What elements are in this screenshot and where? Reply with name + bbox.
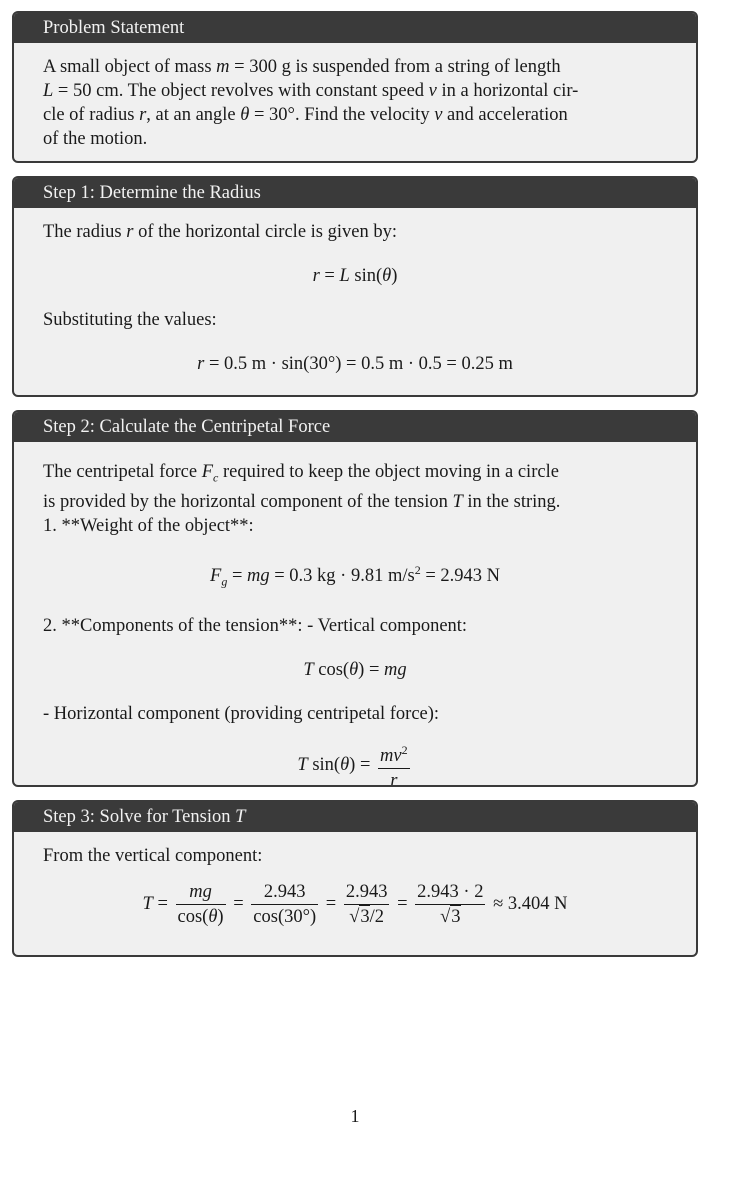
problem-line-4: of the motion. xyxy=(43,129,148,149)
fraction-mg-cos: $\frac{mg}{\cos(\theta)}$ xyxy=(177,882,224,927)
problem-line-3: cle of radius r, at an angle θ = 30°. Find the velocity v and acceleration xyxy=(43,105,568,125)
step1-title: Step 1: Determine the Radius xyxy=(14,178,696,208)
step3-equation-tension: T = $\frac{mg}{\cos(\theta)}$ = $\frac{2.943}{\cos(30^\circ)}$ = $\frac{2.943}{√3/2}$ = $\frac{2.943 \cdot 2}{√3}$ ≈ 3.404 N xyxy=(142,882,568,927)
step2-equation-vertical: T cos(θ) = mg xyxy=(303,659,407,680)
step2-intro-line-2: is provided by the horizontal component of the tension T in the string. xyxy=(43,491,561,512)
step1-equation-radius: r = L sin(θ) xyxy=(312,266,398,286)
step2-equation-horizontal: T sin(θ) = $\frac{mv^2}{r}$ xyxy=(43,738,667,787)
fraction-value-sqrt3-half: $\frac{2.943}{√3/2}$ xyxy=(345,882,388,927)
step2-components: 2. **Components of the tension**: - Vertical component: xyxy=(43,615,468,636)
step2-title: Step 2: Calculate the Centripetal Force xyxy=(14,412,696,442)
problem-statement-box xyxy=(12,11,698,163)
tension-result: ≈ 3.404 N xyxy=(493,893,568,914)
fraction-value-cos30: $\frac{2.943}{\cos(30^\circ)}$ xyxy=(253,882,317,927)
problem-line-2: L = 50 cm. The object revolves with constant speed v in a horizontal cir- xyxy=(43,81,579,101)
problem-line-1: A small object of mass m = 300 g is suspended from a string of length xyxy=(43,57,561,77)
step2-intro-line-1: The centripetal force $F_c$ required to keep the object moving in a circle xyxy=(43,462,559,485)
fraction-value-sqrt3: $\frac{2.943 \cdot 2}{√3}$ xyxy=(417,882,484,927)
step1-box xyxy=(12,176,698,397)
step3-intro: From the vertical component: xyxy=(43,846,263,866)
centripetal-fraction: $\frac{mv^2}{r}$ xyxy=(378,738,410,787)
step2-equation-weight: $F_g$ = mg = 0.3 kg · 9.81 $m/s^2 = 2.943$ N xyxy=(210,562,500,589)
step3-title: Step 3: Solve for Tension T xyxy=(14,802,696,832)
step1-substituting: Substituting the values: xyxy=(43,310,217,330)
step3-box xyxy=(12,800,698,957)
step1-intro: The radius r of the horizontal circle is given by: xyxy=(43,222,397,242)
step2-weight-heading: 1. **Weight of the object**: xyxy=(43,515,254,536)
page-number: 1 xyxy=(350,1106,360,1126)
step2-horizontal: - Horizontal component (providing centripetal force): xyxy=(43,703,440,724)
step1-equation-values: r = 0.5 m · sin(30°) = 0.5 m · 0.5 = 0.25 m xyxy=(197,354,513,374)
step2-box xyxy=(12,410,698,787)
problem-statement-title: Problem Statement xyxy=(14,13,696,43)
